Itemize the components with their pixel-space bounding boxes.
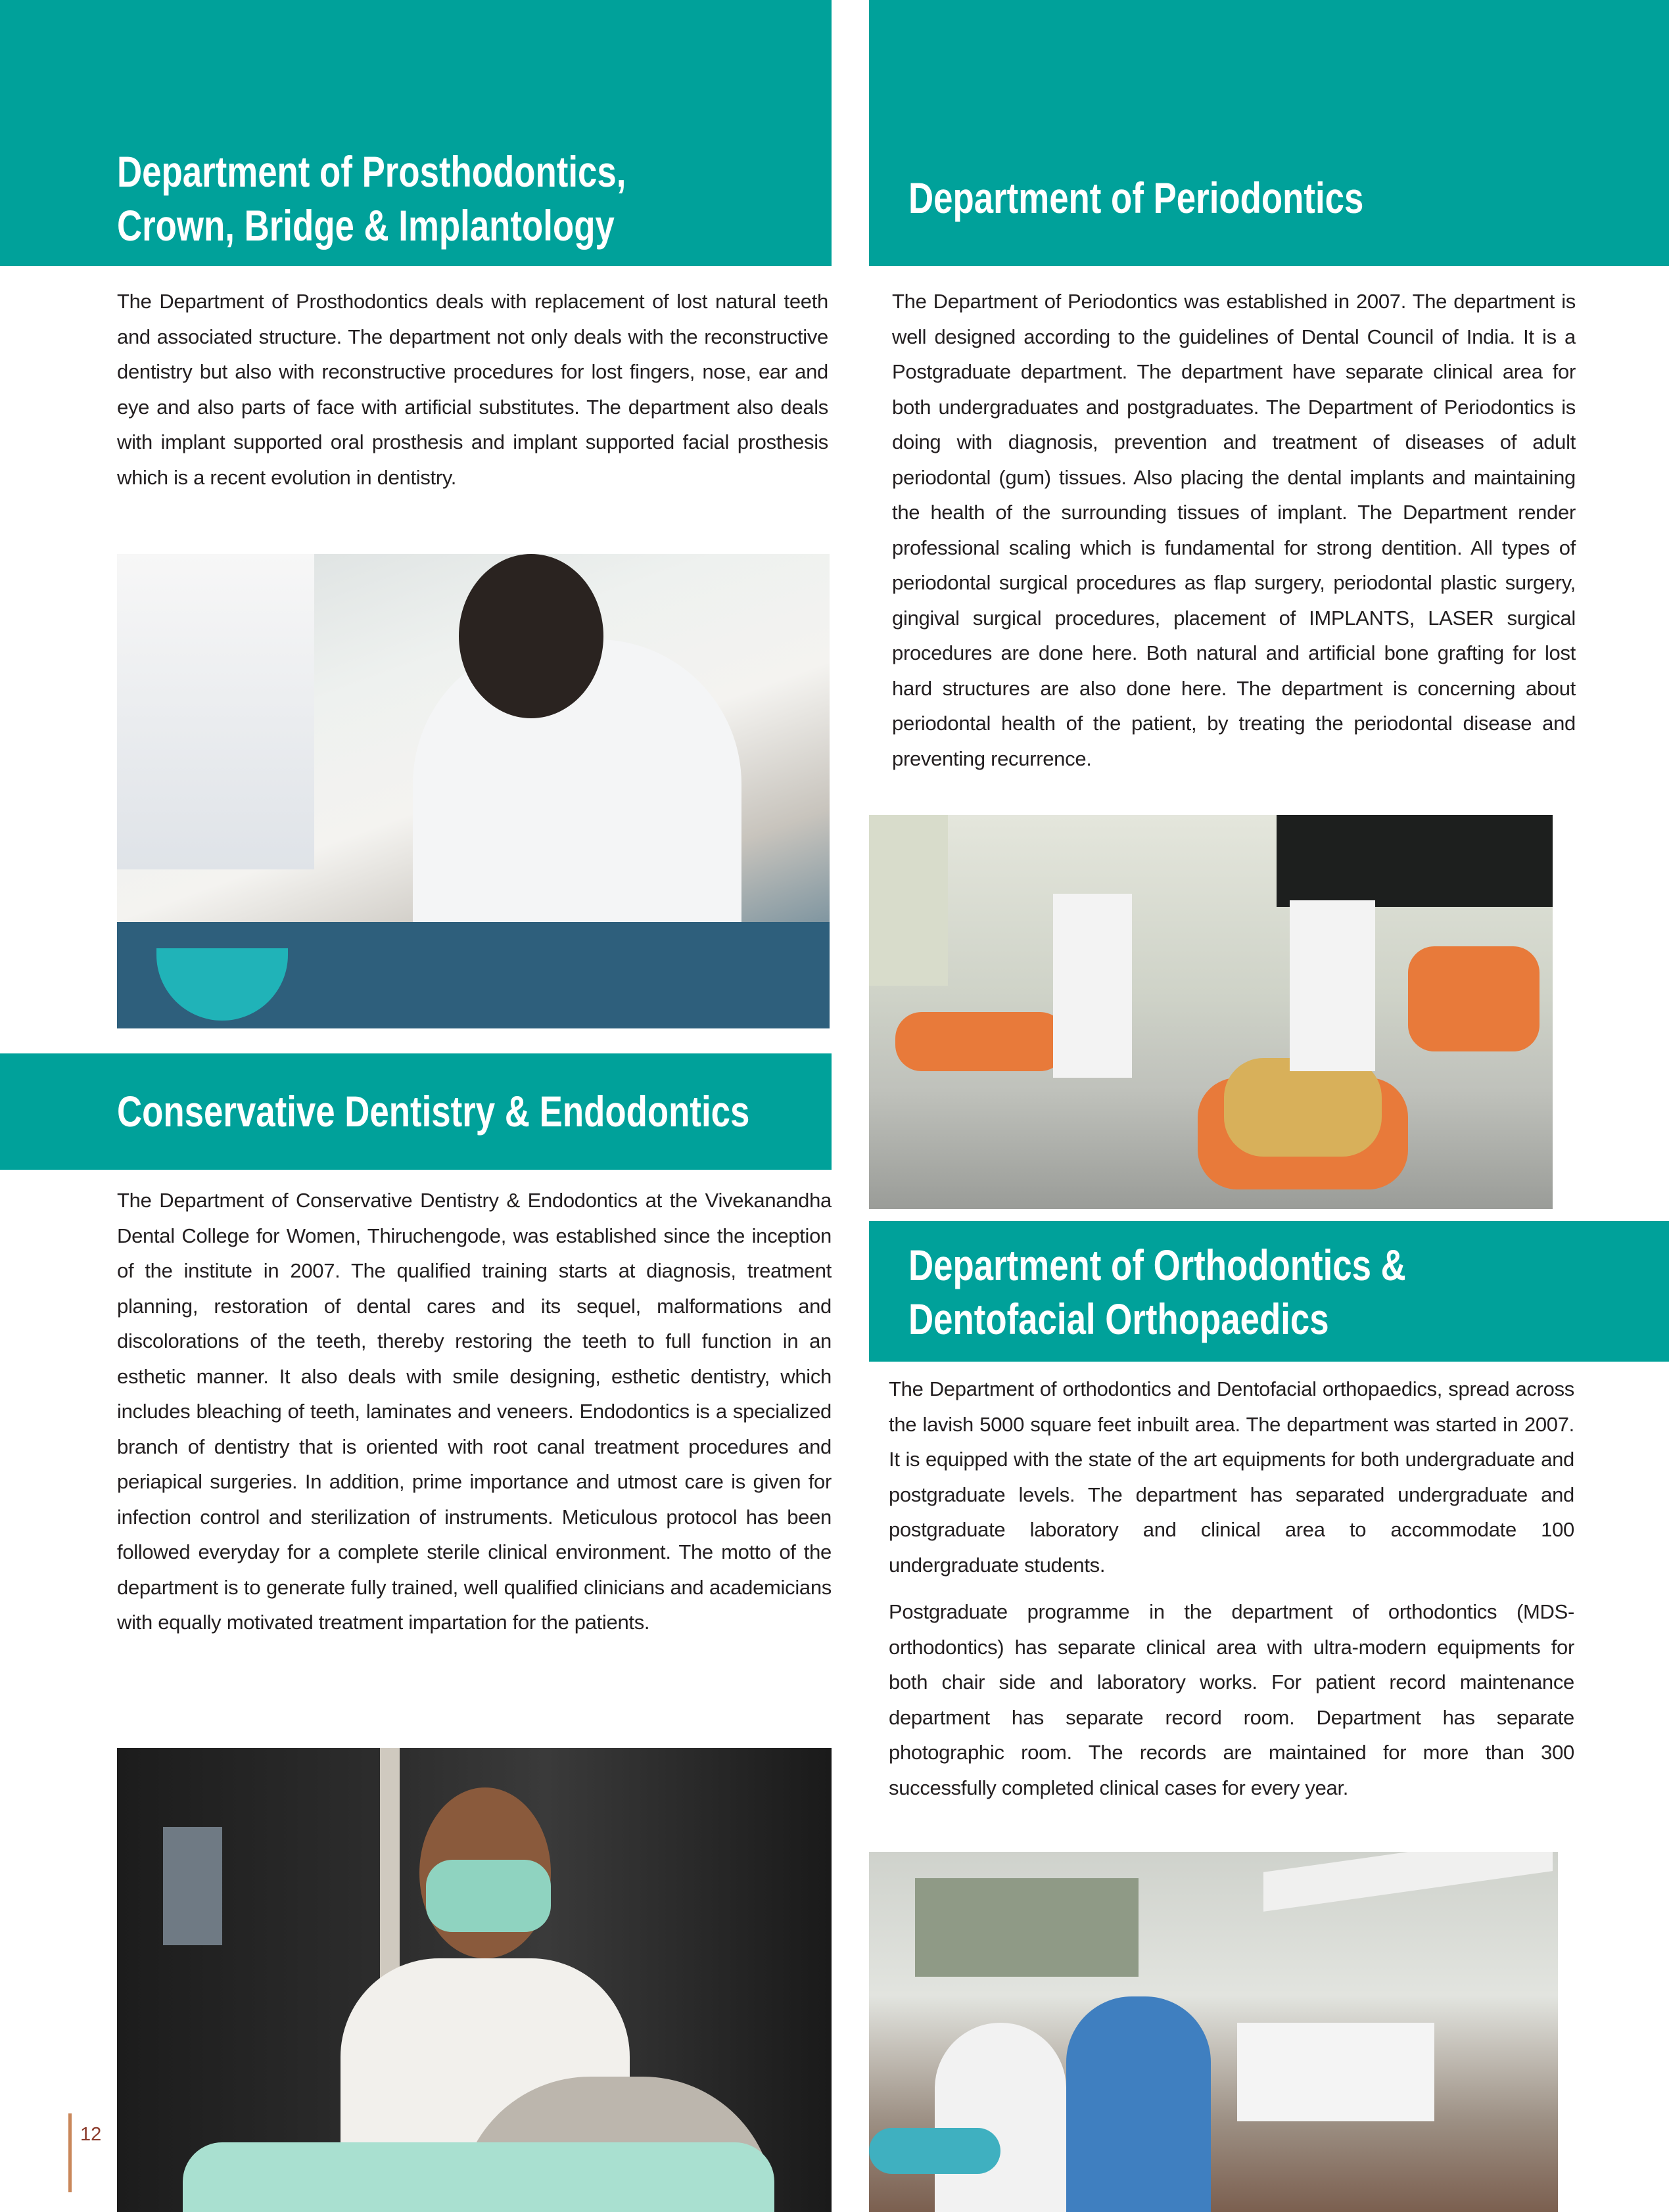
- paragraph: The Department of Periodontics was established in 2007. The department is well designed according to the guidelines of Dental Council of India. It is a Postgraduate department. The department have separate clinical area for both undergraduates and postgraduates. The Department of Periodontics is doing with diagnosis, prevention and treatment of diseases of adult periodontal (gum) tissues. Also placing the dental implants and maintaining the health of the surrounding tissues of implant. The Department render professional scaling which is fundamental for strong dentition. All types of periodontal surgical procedures as flap surgery, periodontal plastic surgery, gingival surgical procedures, placement of IMPLANTS, LASER surgical procedures are done here. Both natural and artificial bone grafting for lost hard structures are also done here. The department is concerning about periodontal health of the patient, by treating the periodontal disease and preventing recurrence.: [892, 290, 1576, 770]
- endodontics-text: [117, 1183, 832, 1640]
- title-line: Crown, Bridge & Implantology: [117, 201, 615, 250]
- title-line: Department of Orthodontics &: [908, 1241, 1406, 1289]
- periodontics-text: [892, 284, 1576, 776]
- prosthodontics-title: [117, 145, 626, 252]
- prosthodontics-text: [117, 284, 828, 495]
- periodontics-banner: [869, 0, 1669, 266]
- endodontics-photo: [117, 1748, 832, 2212]
- title-line: Dentofacial Orthopaedics: [908, 1295, 1329, 1343]
- title-line: Department of Prosthodontics,: [117, 147, 626, 196]
- orthodontics-text: [889, 1371, 1574, 1805]
- page-number: 12: [80, 2124, 102, 2145]
- paragraph: The Department of Conservative Dentistry & Endodontics at the Vivekanandha Dental College for Women, Thiruchengode, was established since the inception of the institute in 2007. The qualified training starts at diagnosis, treatment planning, restoration of dental cares and its sequel, malformations and discolorations of the teeth, thereby restoring the teeth to full function in an esthetic manner. It also deals with smile designing, esthetic dentistry, which includes bleaching of teeth, laminates and veneers. Endodontics is a specialized branch of dentistry that is oriented with root canal treatment procedures and periapical surgeries. In addition, prime importance and utmost care is given for infection control and sterilization of instruments. Meticulous protocol has been followed everyday for a complete sterile clinical environment. The motto of the department is to generate fully trained, well qualified clinicians and academicians with equally motivated treatment impartation for the patients.: [117, 1189, 832, 1634]
- paragraph: The Department of orthodontics and Dentofacial orthopaedics, spread across the lavish 5000 square feet inbuilt area. The department was started in 2007. It is equipped with the state of the art equipments for both undergraduate and postgraduate levels. The department has separated undergraduate and postgraduate laboratory and clinical area to accommodate 100 undergraduate students.: [889, 1377, 1574, 1577]
- orthodontics-photo: [869, 1852, 1558, 2212]
- endodontics-title: Conservative Dentistry & Endodontics: [117, 1087, 750, 1136]
- periodontics-title: Department of Periodontics: [908, 173, 1364, 222]
- prosthodontics-photo: [117, 554, 830, 1028]
- paragraph: Postgraduate programme in the department of orthodontics (MDS-orthodontics) has separate clinical area with ultra-modern equipments for both chair side and laboratory works. For patient record maintenance department has separate record room. Department has separate photographic room. The records are maintained for more than 300 successfully completed clinical cases for every year.: [889, 1600, 1574, 1799]
- paragraph: The Department of Prosthodontics deals with replacement of lost natural teeth and associated structure. The department not only deals with the reconstructive dentistry but also with reconstructive procedures for lost fingers, nose, ear and eye and also parts of face with artificial substitutes. The department also deals with implant supported oral prosthesis and implant supported facial prosthesis which is a recent evolution in dentistry.: [117, 290, 828, 489]
- page-number-rule: [68, 2113, 72, 2192]
- orthodontics-title: [908, 1238, 1406, 1346]
- periodontics-photo: [869, 815, 1553, 1209]
